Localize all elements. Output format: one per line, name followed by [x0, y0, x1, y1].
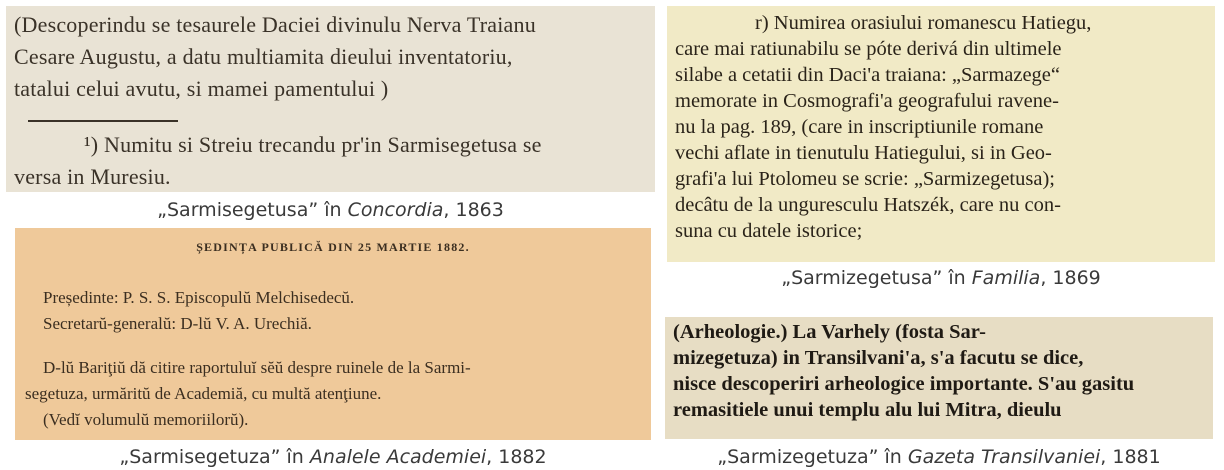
analele-scan	[15, 228, 651, 440]
session-header: ȘEDINȚA PUBLICĂ DIN 25 MARTIE 1882.	[196, 240, 470, 254]
scan-line: care mai ratiunabilu se póte derivá din ultimele	[675, 38, 1062, 60]
concordia-scan	[6, 6, 655, 192]
scan-line: ¹) Numitu si Streiu trecandu pr'in Sarmisegetusa se	[84, 132, 542, 157]
caption-familia: „Sarmizegetusa” în Familia, 1869	[781, 267, 1101, 289]
scan-line: decâtu de la unguresculu Hatszék, care nu con-	[675, 194, 1061, 216]
scan-line: Secretarŭ-generalŭ: D-lŭ V. A. Urechiă.	[43, 314, 312, 333]
scan-line: vechi aflate in tienutulu Hatiegului, si in Geo-	[675, 142, 1052, 164]
scan-line: tatalui celui avutu, si mamei pamentului )	[14, 76, 389, 101]
scan-line: (Descoperindu se tesaurele Daciei divinulu Nerva Traianu	[14, 12, 536, 37]
scan-line: remasitiele unui templu alu lui Mitra, dieulu	[673, 399, 1062, 421]
familia-scan	[667, 6, 1215, 262]
scan-line: segetuza, urmăritŭ de Academiă, cu multă atenţiune.	[25, 384, 382, 403]
scan-line: nisce descoperiri arheologice importante. S'au gasitu	[673, 373, 1135, 395]
scan-line: suna cu datele istorice;	[675, 220, 863, 242]
scan-line: nu la pag. 189, (care in inscriptiunile romane	[675, 116, 1044, 138]
scan-line: grafi'a lui Ptolomeu se scrie: „Sarmizegetusa);	[675, 168, 1055, 190]
gazeta-scan	[665, 317, 1213, 439]
scan-line: versa in Muresiu.	[14, 164, 171, 189]
footnote-rule	[28, 120, 178, 122]
scan-line: Cesare Augustu, a datu multiamita dieului inventatoriu,	[14, 44, 513, 69]
caption-analele: „Sarmisegetuza” în Analele Academiei, 1882	[119, 446, 547, 468]
scan-line: mizegetuza) in Transilvani'a, s'a facutu se dice,	[673, 347, 1084, 369]
caption-concordia: „Sarmisegetusa” în Concordia, 1863	[157, 199, 504, 221]
caption-gazeta: „Sarmizegetuza” în Gazeta Transilvaniei, 1881	[717, 446, 1161, 468]
scan-line: (Vedĭ volumulŭ memoriilorŭ).	[43, 410, 249, 429]
scan-line: (Arheologie.) La Varhely (fosta Sar-	[673, 321, 986, 343]
scan-line: silabe a cetatii din Daci'a traiana: „Sarmazege“	[675, 64, 1061, 86]
scan-line: r) Numirea orasiului romanescu Hatiegu,	[755, 12, 1092, 34]
scan-line: D-lŭ Bariţiŭ dă citire raportuluĭ sĕŭ despre ruinele de la Sarmi-	[43, 358, 471, 377]
scan-line: memorate in Cosmografi'a geografului ravene-	[675, 90, 1059, 112]
scan-line: Președinte: P. S. S. Episcopulŭ Melchisedecŭ.	[43, 288, 355, 307]
